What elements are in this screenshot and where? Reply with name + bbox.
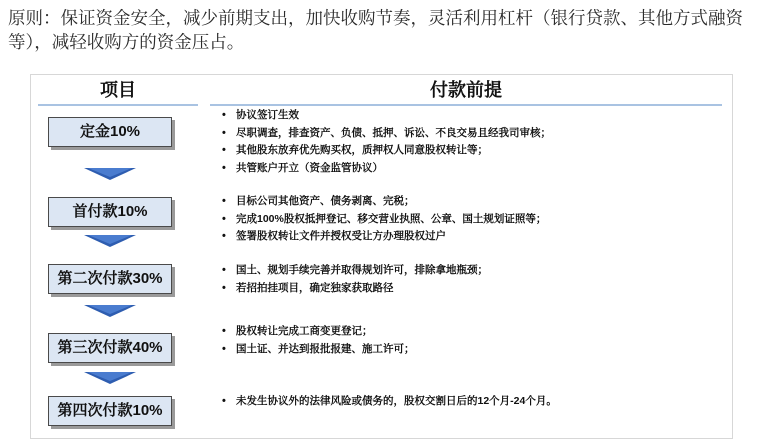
header-payment-terms: 付款前提 [210,77,722,106]
down-arrow-icon [84,168,136,180]
term-item: • 若招拍挂项目，确定独家获取路径 [222,280,488,298]
term-item: • 国土、规划手续完善并取得规划许可，排除拿地瓶颈； [222,262,488,280]
down-arrow-icon [84,372,136,384]
term-item: • 目标公司其他资产、债务剥离、完税； [222,193,546,211]
terms-list-stage-3 [222,262,488,297]
term-item: • 未发生协议外的法律风险或债务的，股权交割日后的12个月-24个月。 [222,393,557,411]
principle-text: 原则：保证资金安全，减少前期支出，加快收购节奏，灵活利用杠杆（银行贷款、其他方式融资等），减轻收购方的资金压占。 [8,8,743,52]
down-arrow-icon [84,235,136,247]
terms-list-stage-2 [222,193,546,246]
term-item: • 其他股东放弃优先购买权，质押权人同意股权转让等； [222,142,551,160]
term-item: • 共管账户开立（资金监管协议） [222,160,551,178]
term-item: • 尽职调查，排查资产、负债、抵押、诉讼、不良交易且经我司审核； [222,125,551,143]
term-item: • 完成100%股权抵押登记、移交营业执照、公章、国土规划证照等； [222,211,546,229]
terms-list-stage-1 [222,107,551,177]
header-project: 项目 [38,77,198,106]
term-item: • 签署股权转让文件并授权受让方办理股权过户 [222,228,546,246]
terms-list-stage-5 [222,393,557,411]
stage-second-payment: 第二次付款30% [48,264,172,294]
down-arrow-icon [84,305,136,317]
term-item: • 国土证、并达到报批报建、施工许可； [222,341,415,359]
stage-deposit: 定金10% [48,117,172,147]
terms-list-stage-4 [222,323,415,358]
stage-fourth-payment: 第四次付款10% [48,396,172,426]
stage-first-payment: 首付款10% [48,197,172,227]
term-item: • 协议签订生效 [222,107,551,125]
term-item: • 股权转让完成工商变更登记； [222,323,415,341]
stage-third-payment: 第三次付款40% [48,333,172,363]
